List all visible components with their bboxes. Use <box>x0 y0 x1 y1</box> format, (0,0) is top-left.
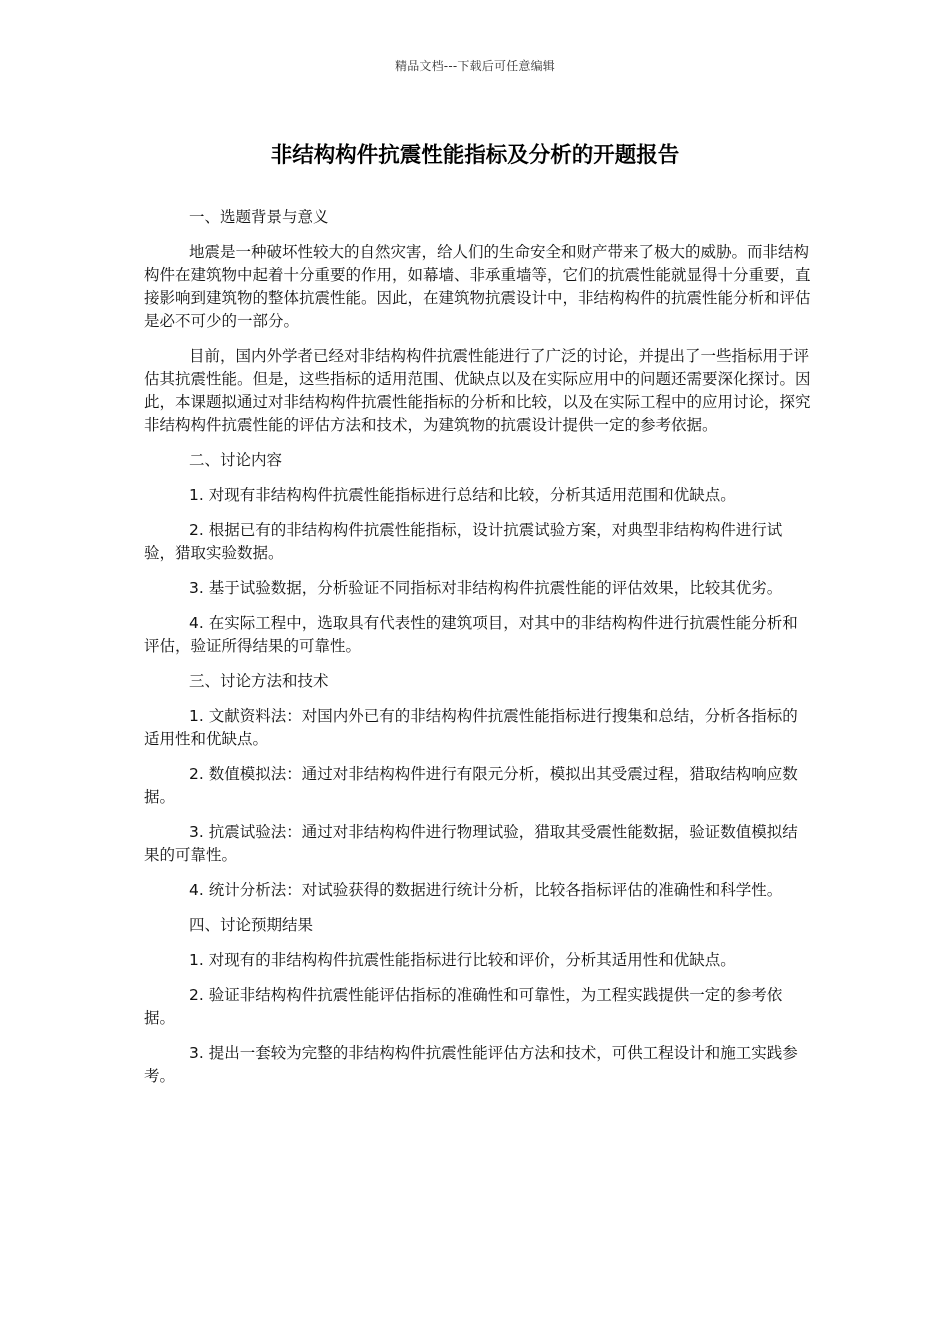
document-title: 非结构构件抗震性能指标及分析的开题报告 <box>270 143 680 168</box>
list-item: 4. 统计分析法：对试验获得的数据进行统计分析，比较各指标评估的准确性和科学性。 <box>189 881 783 899</box>
document-body <box>144 206 812 1100</box>
section-heading-expected-results: 四、讨论预期结果 <box>189 916 314 934</box>
list-item: 3. 抗震试验法：通过对非结构构件进行物理试验，猎取其受震性能数据，验证数值模拟结果的可靠性。 <box>144 823 798 864</box>
list-item: 1. 对现有非结构构件抗震性能指标进行总结和比较，分析其适用范围和优缺点。 <box>189 486 736 504</box>
section-heading-background: 一、选题背景与意义 <box>189 208 329 226</box>
page-header: 精品文档---下载后可任意编辑 <box>395 59 555 73</box>
list-item: 4. 在实际工程中，选取具有代表性的建筑项目，对其中的非结构构件进行抗震性能分析和评估，验证所得结果的可靠性。 <box>144 614 798 655</box>
paragraph: 目前，国内外学者已经对非结构构件抗震性能进行了广泛的讨论，并提出了一些指标用于评估其抗震性能。但是，这些指标的适用范围、优缺点以及在实际应用中的问题还需要深化探讨。因此，本课题拟通过对非结构构件抗震性能指标的分析和比较，以及在实际工程中的应用讨论，探究非结构构件抗震性能的评估方法和技术，为建筑物的抗震设计提供一定的参考依据。 <box>144 347 811 434</box>
list-item: 2. 数值模拟法：通过对非结构构件进行有限元分析，模拟出其受震过程，猎取结构响应数据。 <box>144 765 798 806</box>
section-heading-methods: 三、讨论方法和技术 <box>189 672 329 690</box>
list-item: 1. 对现有的非结构构件抗震性能指标进行比较和评价，分析其适用性和优缺点。 <box>189 951 736 969</box>
list-item: 2. 根据已有的非结构构件抗震性能指标，设计抗震试验方案，对典型非结构构件进行试验，猎取实验数据。 <box>144 521 783 562</box>
list-item: 2. 验证非结构构件抗震性能评估指标的准确性和可靠性，为工程实践提供一定的参考依据。 <box>144 986 783 1027</box>
section-heading-content: 二、讨论内容 <box>189 451 283 469</box>
list-item: 1. 文献资料法：对国内外已有的非结构构件抗震性能指标进行搜集和总结，分析各指标的适用性和优缺点。 <box>144 707 798 748</box>
list-item: 3. 基于试验数据，分析验证不同指标对非结构构件抗震性能的评估效果，比较其优劣。 <box>189 579 783 597</box>
list-item: 3. 提出一套较为完整的非结构构件抗震性能评估方法和技术，可供工程设计和施工实践参考。 <box>144 1044 798 1085</box>
paragraph: 地震是一种破坏性较大的自然灾害，给人们的生命安全和财产带来了极大的威胁。而非结构构件在建筑物中起着十分重要的作用，如幕墙、非承重墙等，它们的抗震性能就显得十分重要，直接影响到建筑物的整体抗震性能。因此，在建筑物抗震设计中，非结构构件的抗震性能分析和评估是必不可少的一部分。 <box>144 243 811 330</box>
